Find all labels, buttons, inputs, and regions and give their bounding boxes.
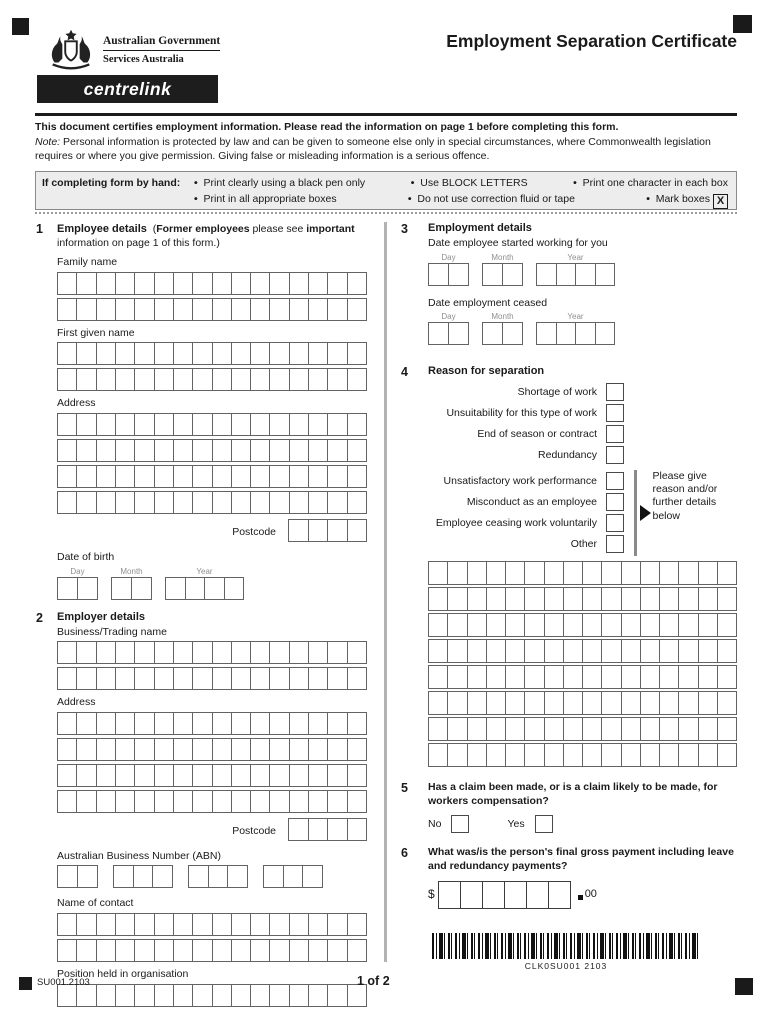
reason-label-shortage-of-work: Shortage of work xyxy=(517,385,597,398)
month-label: Month xyxy=(120,566,143,576)
abn-boxes-group-2[interactable] xyxy=(113,865,173,888)
instruction-appropriate-boxes: • Print in all appropriate boxes xyxy=(194,193,337,209)
note-label: Note: xyxy=(35,136,61,148)
details-grid-row-4[interactable] xyxy=(428,639,737,663)
employer-postcode-boxes[interactable] xyxy=(288,818,367,841)
reason-label-misconduct: Misconduct as an employee xyxy=(466,495,597,508)
details-grid-row-5[interactable] xyxy=(428,665,737,689)
year-label: Year xyxy=(567,312,584,322)
details-grid-row-6[interactable] xyxy=(428,691,737,715)
claim-yes-checkbox[interactable] xyxy=(535,815,553,833)
business-name-row-1[interactable] xyxy=(57,641,367,664)
amount-box-3[interactable] xyxy=(482,881,505,909)
page-title: Employment Separation Certificate xyxy=(446,31,737,51)
checkbox-end-of-season[interactable] xyxy=(606,425,624,443)
section-4-number: 4 xyxy=(401,365,408,380)
family-name-row-1[interactable] xyxy=(57,272,367,295)
checkbox-misconduct[interactable] xyxy=(606,493,624,511)
no-label: No xyxy=(428,818,442,831)
instruction-block-letters: • Use BLOCK LETTERS xyxy=(411,177,528,189)
column-divider xyxy=(384,222,387,962)
section-3-title: Employment details xyxy=(428,222,532,234)
crop-mark-bottom-left xyxy=(19,977,32,990)
government-logo xyxy=(46,28,220,77)
section-1-title: Employee details (Former employees please see important information on page 1 of this form.) xyxy=(57,223,355,249)
employee-address-row-3[interactable] xyxy=(57,465,367,488)
checkbox-redundancy[interactable] xyxy=(606,446,624,464)
hand-instructions-row-2 xyxy=(194,193,728,209)
checkbox-unsuitability[interactable] xyxy=(606,404,624,422)
reason-details-grid xyxy=(428,561,737,767)
abn-boxes-group-1[interactable] xyxy=(57,865,98,888)
claim-question: Has a claim been made, or is a claim likely to be made, for workers compensation? xyxy=(428,781,718,807)
dotted-separator xyxy=(35,212,737,214)
date-started-day-boxes[interactable] xyxy=(428,263,469,286)
section-employee-details xyxy=(35,222,367,603)
first-given-name-row-1[interactable] xyxy=(57,342,367,365)
day-label: Day xyxy=(70,566,85,576)
section-2-title: Employer details xyxy=(57,610,146,623)
mark-x-box: X xyxy=(713,194,728,209)
checkbox-shortage-of-work[interactable] xyxy=(606,383,624,401)
cents-label: 00 xyxy=(584,887,597,900)
instruction-one-character: • Print one character in each box xyxy=(573,177,728,189)
hand-instructions-row-1 xyxy=(194,177,728,189)
employer-address-row-1[interactable] xyxy=(57,712,367,735)
position-held-label: Position held in organisation xyxy=(57,968,189,981)
employee-address-row-1[interactable] xyxy=(57,413,367,436)
amount-box-1[interactable] xyxy=(438,881,461,909)
date-ceased-day-boxes[interactable] xyxy=(428,322,469,345)
hand-instructions-label: If completing form by hand: xyxy=(42,177,181,189)
payment-amount-field xyxy=(428,881,737,909)
date-ceased-label: Date employment ceased xyxy=(428,296,548,309)
right-column xyxy=(400,222,737,971)
date-started-month-boxes[interactable] xyxy=(482,263,523,286)
day-label: Day xyxy=(441,312,456,322)
claim-answer-field xyxy=(428,815,737,833)
decimal-point-icon xyxy=(578,895,583,900)
hand-instructions-box xyxy=(35,171,737,210)
first-given-name-row-2[interactable] xyxy=(57,368,367,391)
employer-address-row-3[interactable] xyxy=(57,764,367,787)
section-employment-details xyxy=(400,222,737,348)
position-held-row[interactable] xyxy=(57,984,367,1007)
dob-month-boxes[interactable] xyxy=(111,577,152,600)
reason-group-with-details xyxy=(428,470,737,554)
date-of-birth-field xyxy=(57,567,367,603)
year-label: Year xyxy=(196,566,213,576)
abn-boxes-group-3[interactable] xyxy=(188,865,248,888)
left-column xyxy=(35,222,367,1010)
reason-label-redundancy: Redundancy xyxy=(538,448,597,461)
section-4-title: Reason for separation xyxy=(428,365,545,378)
instruction-black-pen: • Print clearly using a black pen only xyxy=(194,177,365,189)
amount-box-4[interactable] xyxy=(504,881,527,909)
details-grid-row-7[interactable] xyxy=(428,717,737,741)
checkbox-unsatisfactory-performance[interactable] xyxy=(606,472,624,490)
yes-label: Yes xyxy=(507,818,525,831)
date-ceased-month-boxes[interactable] xyxy=(482,322,523,345)
business-name-row-2[interactable] xyxy=(57,667,367,690)
date-started-label: Date employee started working for you xyxy=(428,237,608,249)
reason-label-unsuitability: Unsuitability for this type of work xyxy=(446,406,597,419)
abn-field xyxy=(57,865,367,891)
contact-name-row-2[interactable] xyxy=(57,939,367,962)
instruction-no-correction-fluid: • Do not use correction fluid or tape xyxy=(408,193,575,209)
section-workers-compensation xyxy=(400,781,737,833)
dollar-sign: $ xyxy=(428,886,435,901)
reason-details-callout xyxy=(634,470,735,556)
gov-name: Australian Government xyxy=(103,35,220,51)
agency-name: Services Australia xyxy=(103,54,184,65)
details-grid-row-1[interactable] xyxy=(428,561,737,585)
date-started-year-boxes[interactable] xyxy=(536,263,615,286)
certifies-text: This document certifies employment information. Please read the information on page 1 before completing this form. xyxy=(35,121,619,133)
callout-text: Please give reason and/or further details below xyxy=(652,470,718,522)
header-rule xyxy=(35,113,737,116)
employer-address-row-2[interactable] xyxy=(57,738,367,761)
section-reason-for-separation xyxy=(400,365,737,767)
family-name-label: Family name xyxy=(57,256,118,269)
contact-name-row-1[interactable] xyxy=(57,913,367,936)
page-number: 1 of 2 xyxy=(357,974,390,988)
reason-label-unsatisfactory-performance: Unsatisfactory work performance xyxy=(443,474,597,487)
crop-mark-bottom-right xyxy=(735,978,753,995)
coat-of-arms-icon xyxy=(46,28,96,77)
contact-name-label: Name of contact xyxy=(57,897,134,910)
date-started-field xyxy=(428,253,737,289)
employee-postcode-boxes[interactable] xyxy=(288,519,367,542)
section-6-number: 6 xyxy=(401,846,408,861)
note-body: Personal information is protected by law and can be given to someone else only in special circumstances, where Commonwealth legislation requires or where you give permission. Giving false or misleading information is a serious offence. xyxy=(35,136,711,162)
amount-box-6[interactable] xyxy=(548,881,571,909)
date-ceased-year-boxes[interactable] xyxy=(536,322,615,345)
dob-year-boxes[interactable] xyxy=(165,577,244,600)
details-grid-row-8[interactable] xyxy=(428,743,737,767)
centrelink-logo: centrelink xyxy=(37,75,218,103)
date-of-birth-label: Date of birth xyxy=(57,551,115,564)
crop-mark-top-left xyxy=(12,18,29,35)
employer-postcode-label: Postcode xyxy=(232,824,276,837)
reason-label-end-of-season: End of season or contract xyxy=(477,427,597,440)
section-2-number: 2 xyxy=(36,610,43,625)
first-given-name-label: First given name xyxy=(57,326,135,339)
year-label: Year xyxy=(567,252,584,262)
barcode-image xyxy=(432,933,700,959)
reason-label-ceasing-voluntarily: Employee ceasing work voluntarily xyxy=(435,516,597,529)
note-text xyxy=(35,136,737,163)
family-name-row-2[interactable] xyxy=(57,298,367,321)
details-grid-row-3[interactable] xyxy=(428,613,737,637)
claim-no-checkbox[interactable] xyxy=(451,815,469,833)
employee-address-row-4[interactable] xyxy=(57,491,367,514)
employee-postcode-label: Postcode xyxy=(232,525,276,538)
amount-box-2[interactable] xyxy=(460,881,483,909)
month-label: Month xyxy=(491,312,514,322)
amount-box-5[interactable] xyxy=(526,881,549,909)
abn-label: Australian Business Number (ABN) xyxy=(57,849,221,862)
employee-address-row-2[interactable] xyxy=(57,439,367,462)
barcode-caption: CLK0SU001 2103 xyxy=(524,960,608,971)
dob-day-boxes[interactable] xyxy=(57,577,98,600)
arrow-right-icon xyxy=(640,505,651,521)
form-code: SU001.2103 xyxy=(37,977,90,988)
abn-boxes-group-4[interactable] xyxy=(263,865,323,888)
section-employer-details xyxy=(35,611,367,1007)
details-grid-row-2[interactable] xyxy=(428,587,737,611)
instruction-mark-boxes: • Mark boxes X xyxy=(646,193,728,209)
day-label: Day xyxy=(441,252,456,262)
checkbox-other[interactable] xyxy=(606,535,624,553)
section-1-number: 1 xyxy=(36,222,43,236)
employee-address-label: Address xyxy=(57,397,96,410)
month-label: Month xyxy=(491,252,514,262)
payment-question: What was/is the person's final gross payment including leave and redundancy payments? xyxy=(428,846,734,873)
section-3-number: 3 xyxy=(401,222,408,236)
callout-line xyxy=(634,470,637,556)
checkbox-ceasing-voluntarily[interactable] xyxy=(606,514,624,532)
section-final-gross-payment xyxy=(400,846,737,970)
date-ceased-field xyxy=(428,312,737,348)
business-name-label: Business/Trading name xyxy=(57,625,167,638)
employer-address-label: Address xyxy=(57,696,96,709)
reason-label-other: Other xyxy=(570,537,597,550)
employer-address-row-4[interactable] xyxy=(57,790,367,813)
section-5-number: 5 xyxy=(401,781,408,796)
